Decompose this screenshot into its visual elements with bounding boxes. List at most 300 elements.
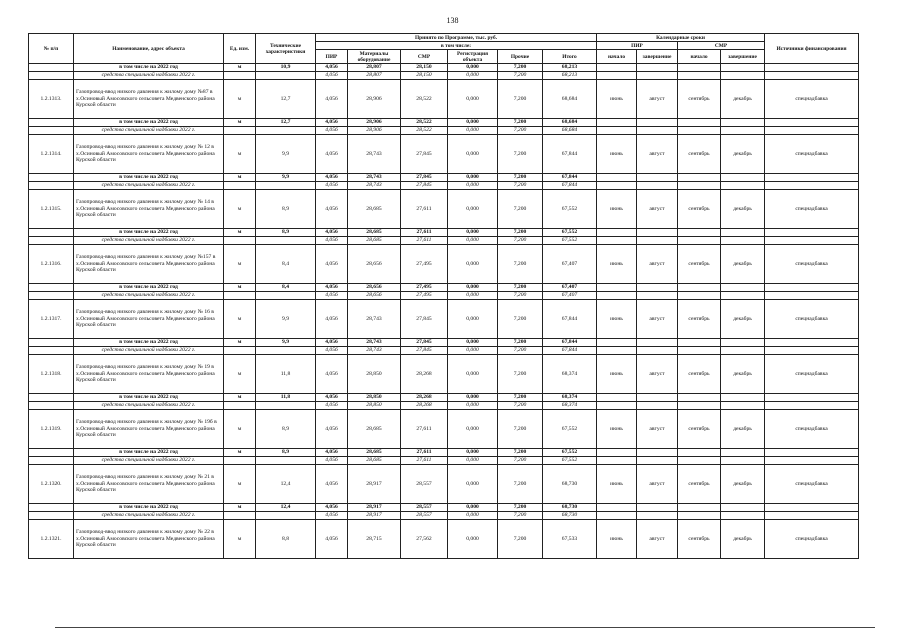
item-other: 7,200 bbox=[498, 245, 543, 284]
subtotal-materials: 28,917 bbox=[348, 504, 401, 512]
item-other: 7,200 bbox=[498, 190, 543, 229]
cell-empty bbox=[597, 182, 637, 190]
item-unit: м bbox=[224, 190, 256, 229]
fund-other: 7,200 bbox=[498, 72, 543, 80]
item-smr-end: декабрь bbox=[721, 520, 765, 559]
object-row bbox=[29, 300, 859, 339]
cell-empty bbox=[29, 504, 74, 512]
item-tech: 8,4 bbox=[256, 245, 316, 284]
item-registration: 0,000 bbox=[448, 300, 498, 339]
subtotal-tech: 9,9 bbox=[256, 174, 316, 182]
cell-empty bbox=[256, 237, 316, 245]
subtotal-unit: м bbox=[224, 284, 256, 292]
subtotal-tech: 12,4 bbox=[256, 504, 316, 512]
cell-empty bbox=[224, 402, 256, 410]
subtotal-unit: м bbox=[224, 64, 256, 72]
cell-empty bbox=[597, 119, 637, 127]
subtotal-materials: 28,685 bbox=[348, 449, 401, 457]
fund-materials: 28,685 bbox=[348, 237, 401, 245]
item-name: Газопровод-ввод низкого давления к жилому дому № 19 в х.Осиновый Амосовского сельсовета Медвенского района Курской области bbox=[74, 355, 224, 394]
fund-label: средства специальной надбавки 2022 г. bbox=[74, 127, 224, 135]
cell-empty bbox=[256, 292, 316, 300]
fund-total: 68,684 bbox=[543, 127, 597, 135]
cell-empty bbox=[721, 229, 765, 237]
fund-pir: 4,056 bbox=[316, 237, 348, 245]
subtotal-total: 67,552 bbox=[543, 229, 597, 237]
item-number: 1.2.1319. bbox=[29, 410, 74, 449]
subtotal-registration: 0,000 bbox=[448, 449, 498, 457]
item-smr-end: декабрь bbox=[721, 465, 765, 504]
cell-empty bbox=[765, 449, 859, 457]
item-number: 1.2.1314. bbox=[29, 135, 74, 174]
fund-materials: 28,743 bbox=[348, 347, 401, 355]
item-unit: м bbox=[224, 465, 256, 504]
fund-label: средства специальной надбавки 2022 г. bbox=[74, 182, 224, 190]
fund-smr: 28,557 bbox=[401, 512, 448, 520]
item-source: спецнадбавка bbox=[765, 135, 859, 174]
cell-empty bbox=[597, 512, 637, 520]
item-unit: м bbox=[224, 355, 256, 394]
cell-empty bbox=[29, 182, 74, 190]
cell-empty bbox=[721, 127, 765, 135]
cell-empty bbox=[29, 119, 74, 127]
item-total: 67,552 bbox=[543, 410, 597, 449]
fund-registration: 0,000 bbox=[448, 292, 498, 300]
fund-row bbox=[29, 182, 859, 190]
item-pir: 4,056 bbox=[316, 135, 348, 174]
item-pir-start: июнь bbox=[597, 80, 637, 119]
object-row bbox=[29, 520, 859, 559]
cell-empty bbox=[29, 347, 74, 355]
subtotal-registration: 0,000 bbox=[448, 284, 498, 292]
subtotal-pir: 4,056 bbox=[316, 394, 348, 402]
item-total: 67,844 bbox=[543, 300, 597, 339]
cell-empty bbox=[721, 237, 765, 245]
item-number: 1.2.1316. bbox=[29, 245, 74, 284]
item-unit: м bbox=[224, 300, 256, 339]
fund-other: 7,200 bbox=[498, 182, 543, 190]
cell-empty bbox=[637, 512, 678, 520]
fund-registration: 0,000 bbox=[448, 72, 498, 80]
subtotal-registration: 0,000 bbox=[448, 174, 498, 182]
item-tech: 12,4 bbox=[256, 465, 316, 504]
subtotal-pir: 4,056 bbox=[316, 449, 348, 457]
item-name: Газопровод-ввод низкого давления к жилому дому № 16 в х.Осиновый Амосовского сельсовета Медвенского района Курской области bbox=[74, 300, 224, 339]
cell-empty bbox=[765, 174, 859, 182]
item-smr-start: сентябрь bbox=[678, 80, 721, 119]
item-source: спецнадбавка bbox=[765, 300, 859, 339]
item-name: Газопровод-ввод низкого давления к жилому дому №87 в х.Осиновый Амосовского сельсовета Медвенского района Курской области bbox=[74, 80, 224, 119]
subtotal-other: 7,200 bbox=[498, 339, 543, 347]
item-name: Газопровод-ввод низкого давления к жилому дому № 12 в х.Осиновый Амосовского сельсовета Медвенского района Курской области bbox=[74, 135, 224, 174]
item-number: 1.2.1321. bbox=[29, 520, 74, 559]
fund-registration: 0,000 bbox=[448, 347, 498, 355]
item-other: 7,200 bbox=[498, 135, 543, 174]
cell-empty bbox=[256, 182, 316, 190]
fund-total: 67,552 bbox=[543, 457, 597, 465]
subtotal-total: 68,684 bbox=[543, 119, 597, 127]
fund-other: 7,200 bbox=[498, 512, 543, 520]
cell-empty bbox=[597, 127, 637, 135]
cell-empty bbox=[721, 394, 765, 402]
item-pir-start: июнь bbox=[597, 135, 637, 174]
item-smr-end: декабрь bbox=[721, 80, 765, 119]
header-incl: в том числе: bbox=[316, 42, 597, 50]
item-number: 1.2.1315. bbox=[29, 190, 74, 229]
cell-empty bbox=[29, 174, 74, 182]
subtotal-row bbox=[29, 64, 859, 72]
cell-empty bbox=[224, 127, 256, 135]
cell-empty bbox=[637, 504, 678, 512]
header-materials: Материалы оборудование bbox=[348, 50, 401, 64]
item-smr-end: декабрь bbox=[721, 190, 765, 229]
item-number: 1.2.1317. bbox=[29, 300, 74, 339]
subtotal-row bbox=[29, 174, 859, 182]
subtotal-label: в том числе на 2022 год bbox=[74, 174, 224, 182]
cell-empty bbox=[597, 174, 637, 182]
item-number: 1.2.1320. bbox=[29, 465, 74, 504]
subtotal-tech: 8,9 bbox=[256, 229, 316, 237]
subtotal-unit: м bbox=[224, 174, 256, 182]
fund-materials: 28,906 bbox=[348, 127, 401, 135]
item-materials: 28,906 bbox=[348, 80, 401, 119]
subtotal-total: 67,407 bbox=[543, 284, 597, 292]
fund-label: средства специальной надбавки 2022 г. bbox=[74, 292, 224, 300]
cell-empty bbox=[256, 127, 316, 135]
subtotal-row bbox=[29, 229, 859, 237]
fund-registration: 0,000 bbox=[448, 127, 498, 135]
subtotal-tech: 10,9 bbox=[256, 64, 316, 72]
cell-empty bbox=[637, 394, 678, 402]
fund-row bbox=[29, 402, 859, 410]
cell-empty bbox=[597, 457, 637, 465]
fund-other: 7,200 bbox=[498, 237, 543, 245]
item-smr-end: декабрь bbox=[721, 245, 765, 284]
fund-total: 68,213 bbox=[543, 72, 597, 80]
cell-empty bbox=[765, 284, 859, 292]
subtotal-total: 67,844 bbox=[543, 339, 597, 347]
cell-empty bbox=[29, 339, 74, 347]
cell-empty bbox=[29, 284, 74, 292]
cell-empty bbox=[721, 512, 765, 520]
cell-empty bbox=[678, 284, 721, 292]
cell-empty bbox=[29, 237, 74, 245]
cell-empty bbox=[637, 182, 678, 190]
fund-materials: 28,685 bbox=[348, 457, 401, 465]
cell-empty bbox=[224, 512, 256, 520]
cell-empty bbox=[678, 402, 721, 410]
item-smr-start: сентябрь bbox=[678, 135, 721, 174]
fund-row bbox=[29, 237, 859, 245]
item-tech: 11,8 bbox=[256, 355, 316, 394]
item-total: 67,407 bbox=[543, 245, 597, 284]
cell-empty bbox=[678, 237, 721, 245]
fund-smr: 27,611 bbox=[401, 457, 448, 465]
cell-empty bbox=[29, 292, 74, 300]
cell-empty bbox=[678, 347, 721, 355]
item-tech: 8,8 bbox=[256, 520, 316, 559]
cell-empty bbox=[765, 182, 859, 190]
subtotal-label: в том числе на 2022 год bbox=[74, 449, 224, 457]
fund-total: 68,730 bbox=[543, 512, 597, 520]
cell-empty bbox=[637, 237, 678, 245]
fund-materials: 28,807 bbox=[348, 72, 401, 80]
subtotal-tech: 8,4 bbox=[256, 284, 316, 292]
header-name: Наименование, адрес объекта bbox=[74, 34, 224, 64]
subtotal-row bbox=[29, 339, 859, 347]
fund-row bbox=[29, 72, 859, 80]
item-materials: 28,850 bbox=[348, 355, 401, 394]
subtotal-unit: м bbox=[224, 449, 256, 457]
subtotal-total: 68,374 bbox=[543, 394, 597, 402]
subtotal-other: 7,200 bbox=[498, 174, 543, 182]
object-row bbox=[29, 355, 859, 394]
cell-empty bbox=[765, 237, 859, 245]
subtotal-row bbox=[29, 119, 859, 127]
item-materials: 28,743 bbox=[348, 300, 401, 339]
subtotal-registration: 0,000 bbox=[448, 339, 498, 347]
fund-row bbox=[29, 347, 859, 355]
cell-empty bbox=[637, 449, 678, 457]
fund-registration: 0,000 bbox=[448, 512, 498, 520]
item-smr: 27,495 bbox=[401, 245, 448, 284]
subtotal-other: 7,200 bbox=[498, 504, 543, 512]
subtotal-materials: 28,656 bbox=[348, 284, 401, 292]
item-number: 1.2.1318. bbox=[29, 355, 74, 394]
cell-empty bbox=[765, 457, 859, 465]
subtotal-other: 7,200 bbox=[498, 284, 543, 292]
item-name: Газопровод-ввод низкого давления к жилому дому № 22 в х.Осиновый Амосовского сельсовета Медвенского района Курской области bbox=[74, 520, 224, 559]
item-registration: 0,000 bbox=[448, 355, 498, 394]
subtotal-row bbox=[29, 284, 859, 292]
item-other: 7,200 bbox=[498, 300, 543, 339]
item-materials: 28,656 bbox=[348, 245, 401, 284]
fund-smr: 28,268 bbox=[401, 402, 448, 410]
subtotal-total: 68,213 bbox=[543, 64, 597, 72]
subtotal-row bbox=[29, 394, 859, 402]
header-other: Прочие bbox=[498, 50, 543, 64]
cell-empty bbox=[256, 512, 316, 520]
item-other: 7,200 bbox=[498, 465, 543, 504]
item-name: Газопровод-ввод низкого давления к жилому дому № 19б в х.Осиновый Амосовского сельсовета Медвенского района Курской области bbox=[74, 410, 224, 449]
item-registration: 0,000 bbox=[448, 245, 498, 284]
fund-row bbox=[29, 292, 859, 300]
item-pir-start: июнь bbox=[597, 410, 637, 449]
subtotal-unit: м bbox=[224, 339, 256, 347]
fund-total: 68,374 bbox=[543, 402, 597, 410]
item-unit: м bbox=[224, 245, 256, 284]
cell-empty bbox=[678, 504, 721, 512]
subtotal-label: в том числе на 2022 год bbox=[74, 229, 224, 237]
subtotal-label: в том числе на 2022 год bbox=[74, 119, 224, 127]
cell-empty bbox=[224, 292, 256, 300]
subtotal-materials: 28,906 bbox=[348, 119, 401, 127]
table-body bbox=[29, 64, 859, 559]
cell-empty bbox=[765, 394, 859, 402]
header-cal-smr: СМР bbox=[678, 42, 765, 50]
subtotal-row bbox=[29, 449, 859, 457]
subtotal-registration: 0,000 bbox=[448, 504, 498, 512]
item-materials: 28,743 bbox=[348, 135, 401, 174]
item-name: Газопровод-ввод низкого давления к жилому дому № 14 в х.Осиновый Амосовского сельсовета Медвенского района Курской области bbox=[74, 190, 224, 229]
header-smr: СМР bbox=[401, 50, 448, 64]
item-smr-start: сентябрь bbox=[678, 465, 721, 504]
item-pir-end: август bbox=[637, 520, 678, 559]
header-unit: Ед. изм. bbox=[224, 34, 256, 64]
item-tech: 8,9 bbox=[256, 190, 316, 229]
header-pir: ПИР bbox=[316, 50, 348, 64]
cell-empty bbox=[721, 347, 765, 355]
cell-empty bbox=[678, 394, 721, 402]
item-pir-end: август bbox=[637, 465, 678, 504]
cell-empty bbox=[224, 237, 256, 245]
item-smr-end: декабрь bbox=[721, 355, 765, 394]
cell-empty bbox=[678, 512, 721, 520]
fund-label: средства специальной надбавки 2022 г. bbox=[74, 402, 224, 410]
cell-empty bbox=[637, 119, 678, 127]
item-smr-start: сентябрь bbox=[678, 520, 721, 559]
fund-smr: 27,495 bbox=[401, 292, 448, 300]
item-tech: 9,9 bbox=[256, 135, 316, 174]
item-smr: 27,611 bbox=[401, 410, 448, 449]
fund-row bbox=[29, 457, 859, 465]
item-pir-start: июнь bbox=[597, 245, 637, 284]
subtotal-label: в том числе на 2022 год bbox=[74, 394, 224, 402]
fund-pir: 4,056 bbox=[316, 292, 348, 300]
fund-label: средства специальной надбавки 2022 г. bbox=[74, 347, 224, 355]
item-materials: 28,685 bbox=[348, 190, 401, 229]
subtotal-other: 7,200 bbox=[498, 64, 543, 72]
cell-empty bbox=[597, 284, 637, 292]
subtotal-tech: 12,7 bbox=[256, 119, 316, 127]
item-pir-end: август bbox=[637, 300, 678, 339]
item-total: 68,730 bbox=[543, 465, 597, 504]
cell-empty bbox=[597, 449, 637, 457]
header-end-pir: завершение bbox=[637, 50, 678, 64]
fund-total: 67,844 bbox=[543, 347, 597, 355]
cell-empty bbox=[637, 457, 678, 465]
item-smr: 27,845 bbox=[401, 135, 448, 174]
fund-other: 7,200 bbox=[498, 292, 543, 300]
fund-materials: 28,917 bbox=[348, 512, 401, 520]
item-pir-end: август bbox=[637, 190, 678, 229]
item-source: спецнадбавка bbox=[765, 190, 859, 229]
cell-empty bbox=[721, 402, 765, 410]
item-pir: 4,056 bbox=[316, 465, 348, 504]
item-source: спецнадбавка bbox=[765, 80, 859, 119]
item-total: 67,552 bbox=[543, 190, 597, 229]
cell-empty bbox=[637, 339, 678, 347]
subtotal-total: 68,730 bbox=[543, 504, 597, 512]
cell-empty bbox=[765, 347, 859, 355]
item-pir-start: июнь bbox=[597, 465, 637, 504]
fund-materials: 28,656 bbox=[348, 292, 401, 300]
object-row bbox=[29, 190, 859, 229]
item-pir: 4,056 bbox=[316, 300, 348, 339]
cell-empty bbox=[765, 402, 859, 410]
fund-label: средства специальной надбавки 2022 г. bbox=[74, 72, 224, 80]
item-source: спецнадбавка bbox=[765, 355, 859, 394]
item-pir: 4,056 bbox=[316, 355, 348, 394]
header-program: Принято по Программе, тыс. руб. bbox=[316, 34, 597, 42]
item-pir-end: август bbox=[637, 135, 678, 174]
fund-other: 7,200 bbox=[498, 347, 543, 355]
subtotal-pir: 4,056 bbox=[316, 119, 348, 127]
item-registration: 0,000 bbox=[448, 80, 498, 119]
subtotal-other: 7,200 bbox=[498, 449, 543, 457]
item-unit: м bbox=[224, 135, 256, 174]
item-registration: 0,000 bbox=[448, 520, 498, 559]
subtotal-smr: 27,845 bbox=[401, 339, 448, 347]
item-smr-start: сентябрь bbox=[678, 410, 721, 449]
cell-empty bbox=[637, 174, 678, 182]
item-smr: 28,268 bbox=[401, 355, 448, 394]
fund-materials: 28,743 bbox=[348, 182, 401, 190]
item-tech: 9,9 bbox=[256, 300, 316, 339]
item-registration: 0,000 bbox=[448, 465, 498, 504]
fund-pir: 4,056 bbox=[316, 127, 348, 135]
item-unit: м bbox=[224, 410, 256, 449]
cell-empty bbox=[224, 457, 256, 465]
cell-empty bbox=[637, 402, 678, 410]
fund-smr: 28,522 bbox=[401, 127, 448, 135]
item-smr-end: декабрь bbox=[721, 135, 765, 174]
fund-pir: 4,056 bbox=[316, 347, 348, 355]
item-materials: 28,685 bbox=[348, 410, 401, 449]
cell-empty bbox=[597, 237, 637, 245]
item-pir-end: август bbox=[637, 245, 678, 284]
cell-empty bbox=[765, 339, 859, 347]
cell-empty bbox=[597, 402, 637, 410]
header-start-pir: начало bbox=[597, 50, 637, 64]
object-row bbox=[29, 465, 859, 504]
subtotal-tech: 11,8 bbox=[256, 394, 316, 402]
fund-pir: 4,056 bbox=[316, 512, 348, 520]
header-calendar: Календарные сроки bbox=[597, 34, 765, 42]
fund-other: 7,200 bbox=[498, 402, 543, 410]
header-total: Итого bbox=[543, 50, 597, 64]
subtotal-label: в том числе на 2022 год bbox=[74, 284, 224, 292]
cell-empty bbox=[678, 182, 721, 190]
header-num: № п/п bbox=[29, 34, 74, 64]
subtotal-materials: 28,685 bbox=[348, 229, 401, 237]
subtotal-materials: 28,743 bbox=[348, 339, 401, 347]
object-row bbox=[29, 80, 859, 119]
fund-pir: 4,056 bbox=[316, 72, 348, 80]
item-total: 68,684 bbox=[543, 80, 597, 119]
cell-empty bbox=[637, 127, 678, 135]
subtotal-smr: 28,268 bbox=[401, 394, 448, 402]
subtotal-pir: 4,056 bbox=[316, 504, 348, 512]
item-tech: 8,9 bbox=[256, 410, 316, 449]
subtotal-unit: м bbox=[224, 504, 256, 512]
fund-smr: 27,845 bbox=[401, 347, 448, 355]
cell-empty bbox=[721, 457, 765, 465]
subtotal-tech: 9,9 bbox=[256, 339, 316, 347]
item-smr-start: сентябрь bbox=[678, 355, 721, 394]
item-smr-end: декабрь bbox=[721, 300, 765, 339]
item-smr: 27,845 bbox=[401, 300, 448, 339]
item-registration: 0,000 bbox=[448, 410, 498, 449]
subtotal-materials: 28,743 bbox=[348, 174, 401, 182]
item-pir: 4,056 bbox=[316, 520, 348, 559]
subtotal-pir: 4,056 bbox=[316, 339, 348, 347]
subtotal-materials: 28,807 bbox=[348, 64, 401, 72]
object-row bbox=[29, 245, 859, 284]
cell-empty bbox=[29, 64, 74, 72]
item-pir: 4,056 bbox=[316, 80, 348, 119]
table-header bbox=[29, 34, 859, 64]
